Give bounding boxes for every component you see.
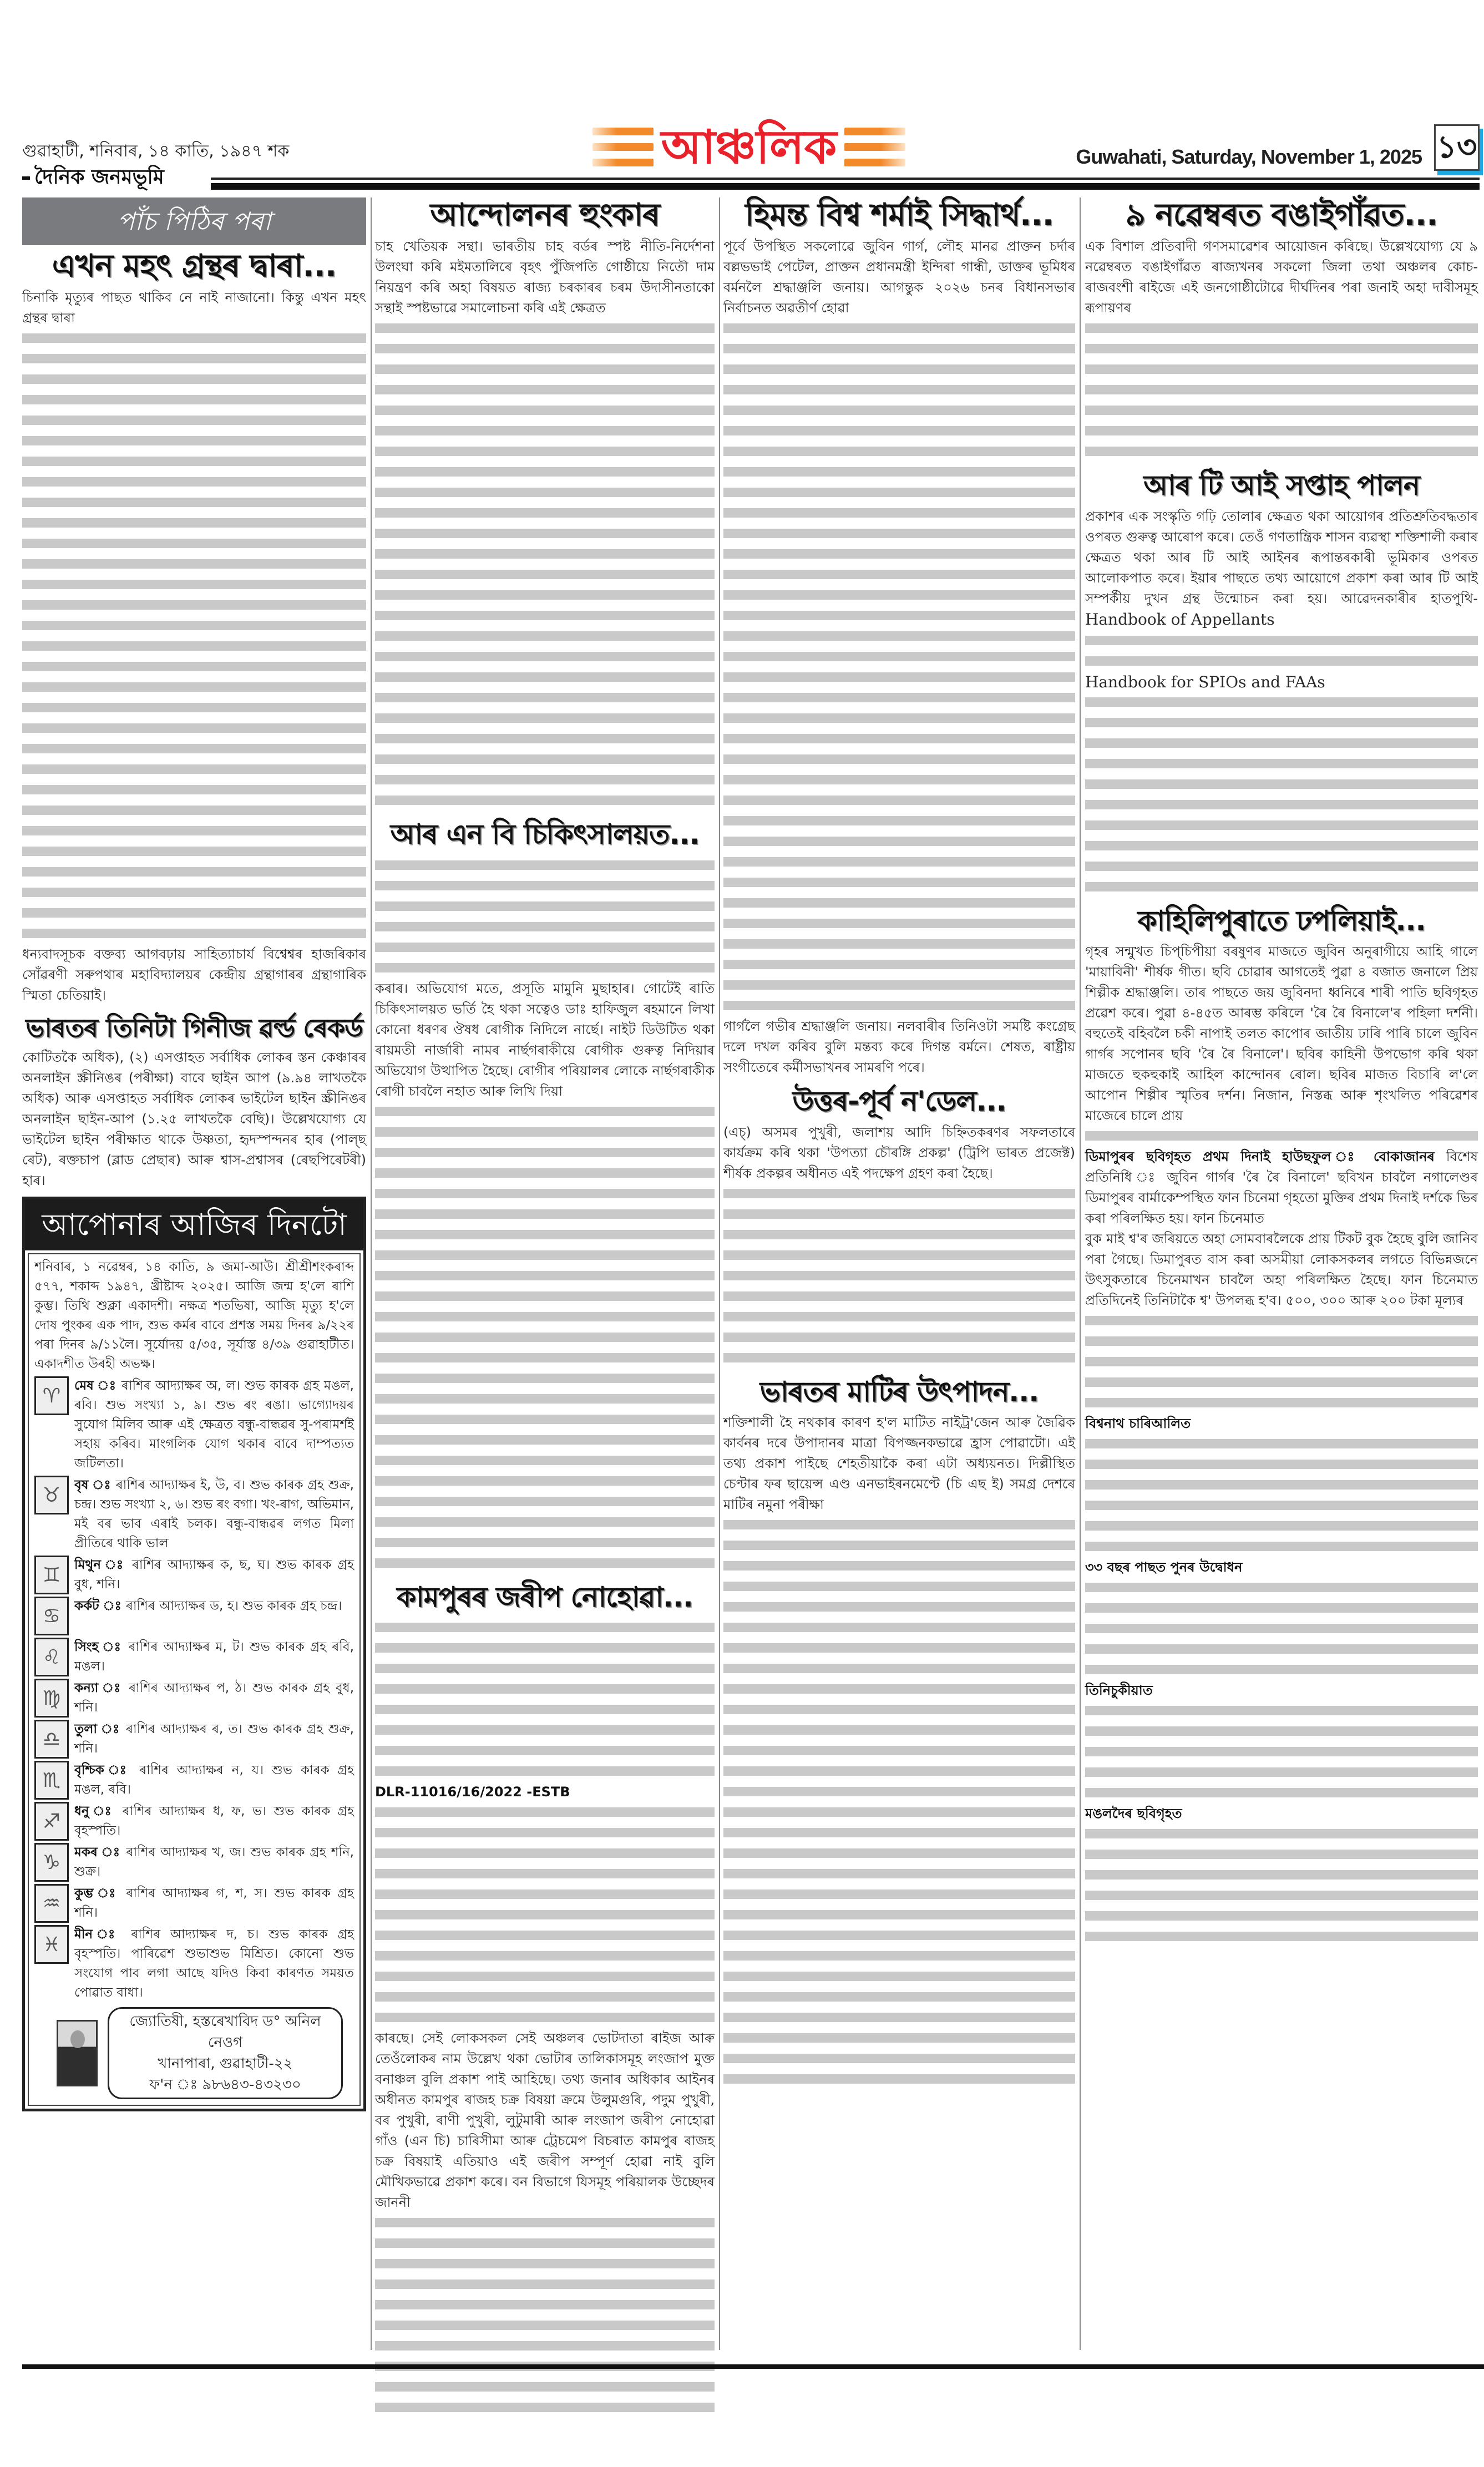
headline[interactable]: ৯ নৱেম্বৰত বঙাইগাঁৱত... [1125, 197, 1438, 233]
page-bottom-rule [22, 2364, 1484, 2369]
zodiac-text [74, 1884, 354, 1923]
virgo-icon: ♍ [34, 1679, 69, 1718]
article-body-text-block [1085, 631, 1478, 672]
zodiac-separator: ঃ [93, 1886, 126, 1901]
subhead: ৩৩ বছৰ পাছত পুনৰ উদ্বোধন [1085, 1559, 1243, 1576]
zodiac-forecast: ৰাশিৰ আদ্যাক্ষৰ প, ঠ। শুভ কাৰক গ্ৰহ বুধ, শনি। [74, 1681, 354, 1715]
zodiac-entry [34, 1761, 354, 1800]
article-body-text-block [375, 2213, 715, 2418]
article-great-book [22, 249, 366, 1006]
horoscope-box [22, 1197, 366, 2111]
zodiac-entry [34, 1925, 354, 2003]
article-rnb-hospital [375, 819, 715, 1574]
zodiac-entry [34, 1679, 354, 1718]
article-india-soil [723, 1376, 1075, 2090]
article-body: (এচ্‌) অসমৰ পুখুৰী, জলাশয় আদি চিহ্নিতকৰণৰ সফলতাৰে কাৰ্যক্ৰম কৰি থকা 'উপত্যা চৌৰঙ্গি প্ৰকল্প' (ট্ৰিপি ভাৰত প্ৰজেক্ট) শীৰ্ষক প্ৰকল্পৰ অধীনত এই পদক্ষেপ গ্ৰহণ কৰা হৈছে। [723, 1124, 1075, 1181]
zodiac-separator: ঃ [97, 1845, 126, 1860]
headline[interactable]: ভাৰতৰ তিনিটা গিনীজ ৱৰ্ল্ড ৰেকৰ্ড [26, 1013, 363, 1043]
article-kahilipara-movie [1085, 905, 1478, 1948]
zodiac-list [34, 1376, 354, 2003]
zodiac-entry [34, 1802, 354, 1841]
article-body-text-block [22, 328, 366, 944]
zodiac-name: মীন [74, 1927, 93, 1942]
zodiac-forecast: ৰাশিৰ আদ্যাক্ষৰ গ, শ, স। শুভ কাৰক গ্ৰহ শনি। [74, 1886, 354, 1921]
archer-icon: ♐ [34, 1802, 69, 1841]
article-body-text-block [1085, 318, 1478, 462]
article-body-text-block [1085, 1824, 1478, 1947]
zodiac-name: তুলা [74, 1722, 98, 1737]
zodiac-separator: ঃ [93, 1379, 121, 1394]
zodiac-name: মিথুন [74, 1558, 101, 1573]
headline[interactable]: আৰ এন বি চিকিৎসালয়ত... [390, 818, 700, 851]
paper-name: দৈনিক জনমভূমি [22, 165, 172, 190]
article-movement-warning [375, 197, 715, 811]
scorpion-icon: ♏ [34, 1761, 69, 1800]
astrologer-name: জ্যোতিষী, হস্তৰেখাবিদ ড° অনিল নেওগ [129, 2013, 321, 2051]
zodiac-text [74, 1761, 354, 1800]
article-body-text-block [1085, 692, 1478, 898]
article-closing: গাৰ্গলৈ গভীৰ শ্ৰদ্ধাঞ্জলি জনায়। নলবাৰীৰ তিনিওটা সমষ্টি কংগ্ৰেছ দলে দখল কৰিব বুলি মন্তব্য কৰে দিগন্ত বৰ্মনে। শেষত, ৰাষ্ট্ৰীয় সংগীতেৰে কৰ্মীসভাখনৰ সামৰণি পৰে। [723, 1019, 1075, 1076]
zodiac-forecast: ৰাশিৰ আদ্যাক্ষৰ ৰ, ত। শুভ কাৰক গ্ৰহ শুক্ৰ, শনি। [74, 1722, 354, 1756]
astrologer-credit [57, 2007, 354, 2099]
column-4 [1085, 197, 1478, 1947]
zodiac-text [74, 1597, 354, 1635]
logo-stripes-left-icon [592, 128, 654, 166]
article-guinness-records [22, 1014, 366, 1191]
scales-icon: ♎ [34, 1720, 69, 1759]
headline[interactable]: কামপুৰৰ জৰীপ নোহোৱা... [397, 1580, 693, 1613]
zodiac-name: কৰ্কট [74, 1599, 99, 1614]
zodiac-text [74, 1925, 354, 2003]
article-body-text-block [375, 1618, 715, 1782]
article-body-text-block [375, 318, 715, 811]
zodiac-text [74, 1679, 354, 1718]
article-body-text-block [1085, 1311, 1478, 1414]
column-divider [371, 197, 372, 2350]
astrologer-photo [57, 2020, 98, 2086]
zodiac-entry [34, 1720, 354, 1759]
zodiac-text [74, 1802, 354, 1841]
article-body-text-block [375, 855, 715, 979]
zodiac-entry [34, 1376, 354, 1473]
zodiac-separator: ঃ [104, 1763, 140, 1778]
continued-from-page-kicker: পাঁচ পিঠিৰ পৰা [22, 197, 366, 245]
headline[interactable]: হিমন্ত বিশ্ব শৰ্মাই সিদ্ধাৰ্থ... [745, 197, 1054, 233]
article-body: গৃহৰ সন্মুখত চিপ্‌চিপীয়া বৰষুণৰ মাজতে জুবিন অনুৰাগীয়ে আহি গালে 'মায়াবিনী' শীৰ্ষক গীত। ছবি চোৱাৰ আগতেই পুৱা ৪ বজাত জনালে প্ৰিয় শিল্পীক শ্ৰদ্ধাঞ্জলি। তাৰ পাছতে জয় জুবিনদা ধ্বনিৰে শাৰী পাতি ছবিগৃহত প্ৰৱেশ কৰে। পুৱা ৪-৪৫ত আৰম্ভ কৰিলে 'ৰৈ ৰৈ বিনালে'ৰ পহিলা দৰ্শনী। বহুতেই বহিবলৈ চকী নাপাই তলত কাপোৰ জাতীয় ঢাৰি পাৰি চালে জুবিন গাৰ্গৰ সপোনৰ ছবি 'ৰৈ ৰৈ বিনালে'। ছবিৰ কাহিনী উপভোগ কৰি থকা মাজতে হুকহুকাই আহিল কান্দোনৰ ৰোল। ছবিৰ মাজত বিচাৰি ল'লে আপোন শিল্পীৰ স্মৃতিৰ দৰ্শন। নিজান, নিস্তব্ধ আৰু শৃংখলিত পৰিৱেশৰ মাজেৰে চালে প্ৰায় [1085, 944, 1478, 1124]
horoscope-title: আপোনাৰ আজিৰ দিনটো [25, 1199, 363, 1250]
article-body-text-block [375, 1802, 715, 2028]
zodiac-separator: ঃ [98, 1640, 129, 1655]
zodiac-separator: ঃ [93, 1927, 131, 1942]
zodiac-name: বৃশ্চিক [74, 1763, 104, 1778]
article-body-text-block [1085, 1126, 1478, 1147]
article-body: কৰাৰ। অভিযোগ মতে, প্ৰসূতি মামুনি মুছাহাৰ। গোটেই ৰাতি চিকিৎসালয়ত ভৰ্তি হৈ থকা সত্বেও ডাঃ হাফিজুল ৰহমানে লিখা কোনো ধৰণৰ ঔষধ ৰোগীক নিদিলে নাৰ্ছে। নাইট ডিউটিত থকা ৰায়মতী নাৰ্জাৰী নামৰ নাৰ্ছগৰাকীয়ে ৰোগীক গুৰুত্ব নিদিয়াৰ অভিযোগ উত্থাপিত হৈছে। ৰোগীৰ পৰিয়ালৰ লোকে নাৰ্ছগৰাকীক ৰোগী চাবলৈ নহাত আৰু লিখি দিয়া [375, 980, 715, 1099]
column-divider [719, 197, 720, 2350]
zodiac-forecast: ৰাশিৰ আদ্যাক্ষৰ ড, হ। শুভ কাৰক গ্ৰহ চন্দ্ৰ। [125, 1599, 342, 1614]
article-body: প্ৰকাশৰ এক সংস্কৃতি গঢ়ি তোলাৰ ক্ষেত্ৰত থকা আয়োগৰ প্ৰতিশ্ৰুতিবদ্ধতাৰ ওপৰত গুৰুত্ব আৰোপ কৰে। তেওঁ গণতান্ত্ৰিক শাসন ব্যৱস্থা শক্তিশালী কৰাৰ ক্ষেত্ৰত থকা আৰ টি আই আইনৰ ৰূপান্তৰকাৰী ভূমিকাৰ ওপৰত আলোকপাত কৰে। ইয়াৰ পাছতে তথ্য আয়োগে প্ৰকাশ কৰা আৰ টি আই সম্পৰ্কীয় দুখন গ্ৰন্থ উন্মোচন কৰা হয়। আৱেদনকাৰীৰ হাতপুথি- Handbook of Appellants [1085, 508, 1478, 629]
article-kampur-survey [375, 1582, 715, 2419]
article-body: চাহ খেতিয়ক সন্থা। ভাৰতীয় চাহ বৰ্ডৰ স্পষ্ট নীতি-নিৰ্দেশনা উলংঘা কৰি মইমতালিৰে বৃহৎ পুঁজিপতি গোষ্ঠীয়ে নিতৌ দাম নিয়ন্ত্ৰণ কৰি অহা বিষয়ত ৰাজ্য চৰকাৰৰ চৰম উদাসীনতাকো সন্থাই স্পষ্টভাৱে সমালোচনা কৰি এই ক্ষেত্ৰত [375, 239, 715, 316]
zodiac-text [74, 1843, 354, 1882]
article-rti-week [1085, 470, 1478, 898]
fish-icon: ♓ [34, 1925, 69, 1964]
zodiac-text [74, 1476, 354, 1553]
headline[interactable]: এখন মহৎ গ্ৰন্থৰ দ্বাৰা... [52, 248, 337, 284]
article-body: এক বিশাল প্ৰতিবাদী গণসমাৱেশৰ আয়োজন কৰিছে। উল্লেখযোগ্য যে ৯ নৱেম্বৰত বঙাইগাঁৱত ৰাজ্যখনৰ সকলো জিলা তথা অঞ্চলৰ কোচ-ৰাজবংশী ৰাইজে এই জনগোষ্ঠীটোৱে দীৰ্ঘদিনৰ পৰা জনাই অহা দাবীসমূহ ৰূপায়ণৰ [1085, 239, 1478, 316]
article-body-text-block [375, 1102, 715, 1574]
masthead-rule-thick [211, 183, 1480, 190]
article-northeast-model [723, 1086, 1075, 1369]
article-himanta-siddharth [723, 197, 1075, 1078]
astrologer-address: খানাপাৰা, গুৱাহাটী-২২ [158, 2055, 293, 2073]
zodiac-name: কন্যা [74, 1681, 99, 1696]
zodiac-name: মেষ [74, 1379, 94, 1394]
page-number: ১৩ [1434, 124, 1480, 171]
zodiac-forecast: ৰাশিৰ আদ্যাক্ষৰ ন, য। শুভ কাৰক গ্ৰহ মঙল, ৰবি। [74, 1763, 354, 1797]
zodiac-forecast: ৰাশিৰ আদ্যাক্ষৰ ধ, ফ, ভ। শুভ কাৰক গ্ৰহ বৃহস্পতি। [74, 1804, 354, 1838]
article-lead: চিনাকি মৃত্যুৰ পাছত থাকিব নে নাই নাজানো। কিন্তু এখন মহৎ গ্ৰন্থৰ দ্বাৰা [22, 290, 366, 326]
zodiac-entry [34, 1556, 354, 1594]
zodiac-separator: ঃ [99, 1599, 126, 1614]
article-body: পূৰ্বে উপস্থিত সকলোৱে জুবিন গাৰ্গ, লৌহ মানৱ প্ৰাক্তন চৰ্দাৰ বল্লভভাই পেটেল, প্ৰাক্তন প্ৰধানমন্ত্ৰী ইন্দিৰা গান্ধী, ডাক্তৰ ভূমিধৰ বৰ্মনলৈ শ্ৰদ্ধাঞ্জলি জনায়। আগন্তুক ২০২৬ চনৰ বিধানসভাৰ নিৰ্বাচনত অৱতীৰ্ণ হোৱা [723, 239, 1075, 316]
ram-icon: ♈ [34, 1376, 69, 1415]
english-title: Handbook of Appellants [1085, 610, 1275, 629]
article-body: বুক মাই শ্ব'ৰ জৰিয়তে অহা সোমবাৰলৈকে প্ৰায় টিকট বুক হৈছে বুলি জানিব পৰা গৈছে। ডিমাপুৰত বাস কৰা অসমীয়া লোকসকলৰ লগতে বিভিন্নজনে উৎসুকতাৰে চিনেমাখন চাবলৈ অহা পৰিলক্ষিত হৈছে। ফান চিনেমাত প্ৰতিদিনেই তিনিটাকৈ শ্ব' উপলব্ধ হ'ব। ৫০০, ৩০০ আৰু ২০০ টকা মূল্যৰ [1085, 1231, 1478, 1309]
article-bongaigaon-rally [1085, 197, 1478, 462]
zodiac-separator: ঃ [89, 1804, 123, 1819]
date-assamese: গুৱাহাটী, শনিবাৰ, ১৪ কাতি, ১৯৪৭ শক [22, 141, 290, 161]
zodiac-forecast: ৰাশিৰ আদ্যাক্ষৰ ক, ছ, ঘ। শুভ কাৰক গ্ৰহ বুধ, শনি। [74, 1558, 354, 1592]
section-logo-text: আঞ্চলিক [661, 120, 837, 174]
subhead: তিনিচুকীয়াত [1085, 1683, 1153, 1699]
subhead: বিশ্বনাথ চাৰিআলিত [1085, 1416, 1191, 1432]
twins-icon: ♊ [34, 1556, 69, 1594]
column-divider [1080, 197, 1081, 2350]
headline[interactable]: আন্দোলনৰ হুংকাৰ [430, 197, 660, 233]
water-bearer-icon: ♒ [34, 1884, 69, 1923]
logo-stripes-right-icon [844, 128, 905, 166]
zodiac-text [74, 1556, 354, 1594]
almanac-intro: শনিবাৰ, ১ নৱেম্বৰ, ১৪ কাতি, ৯ জমা-আউ। শ্ৰীশ্ৰীশংকৰাব্দ ৫৭৭, শকাব্দ ১৯৪৭, খ্ৰীষ্টাব্দ ২০২৫। আজি জন্ম হ'লে ৰাশি কুম্ভ। তিথি শুক্লা একাদশী। নক্ষত্ৰ শতভিষা, আজি মৃত্যু হ'লে দোষ পুংকৰ এক পাদ, শুভ কৰ্মৰ বাবে প্ৰশস্ত সময় দিনৰ ৯/২২ৰ পৰা দিনৰ ৯/১১লৈ। সূৰ্যোদয় ৫/৩৫, সূৰ্যাস্ত ৪/৩৯ গুৱাহাটীত। একাদশীত উৰহী অভক্ষ। [34, 1260, 354, 1372]
zodiac-entry [34, 1843, 354, 1882]
zodiac-text [74, 1376, 354, 1473]
zodiac-text [74, 1720, 354, 1759]
article-body-text-block [723, 1515, 1075, 2090]
article-body: কোটিতকৈ অধিক), (২) এসপ্তাহত সৰ্বাধিক লোকৰ স্তন কেঞ্চাৰৰ অনলাইন স্ক্ৰীনিঙৰ (পৰীক্ষা) বাবে ছাইন আপ (৯.৯৪ লাখতকৈ অধিক) আৰু এসপ্তাহত সৰ্বাধিক লোকৰ ভাইটেল ছাইন স্ক্ৰীনিঙৰ অনলাইন ছাইন-আপ (১.২৫ লাখতকৈ বেছি)। উল্লেখযোগ্য যে ভাইটেল ছাইন পৰীক্ষাত থাকে উষ্ণতা, হৃদস্পন্দনৰ হাৰ (পাল্‌ছ ৰেট), ৰক্তচাপ (ব্লাড প্ৰেছাৰ) আৰু শ্বাস-প্ৰশ্বাসৰ (ৰেছপিৰেটৰী) হাৰ। [22, 1050, 366, 1189]
headline[interactable]: ভাৰতৰ মাটিৰ উৎপাদন... [759, 1375, 1039, 1408]
zodiac-forecast: ৰাশিৰ আদ্যাক্ষৰ দ, চ। শুভ কাৰক গ্ৰহ বৃহস্পতি। পাৰিৱেশ শুভাশুভ মিশ্ৰিত। কোনো শুভ সংযোগ পাব লগা আছে যদিও কিবা কাৰণত সময়ত পোৱাত বাধা। [74, 1927, 354, 2000]
article-closing: ধন্যবাদসূচক বক্তব্য আগবঢ়ায় সাহিত্যাচাৰ্য বিশ্বেশ্বৰ হাজৰিকাৰ সোঁৱৰণী সৰুপথাৰ মহাবিদ্যালয়ৰ কেন্দ্ৰীয় গ্ৰন্থাগাৰৰ গ্ৰন্থাগাৰিক স্মিতা চেতিয়াই। [22, 946, 366, 1004]
goat-icon: ♑ [34, 1843, 69, 1882]
headline[interactable]: আৰ টি আই সপ্তাহ পালন [1143, 469, 1420, 502]
zodiac-separator: ঃ [98, 1681, 129, 1696]
zodiac-separator: ঃ [97, 1722, 126, 1737]
subhead: ডিমাপুৰৰ ছবিগৃহত প্ৰথম দিনাই হাউছফুল ঃ বোকাজানৰ [1085, 1149, 1435, 1165]
article-body-text-block [1085, 1701, 1478, 1804]
article-body: শক্তিশালী হৈ নথকাৰ কাৰণ হ'ল মাটিত নাইট্ৰ'জেন আৰু জৈৱিক কাৰ্বনৰ দৰে উপাদানৰ মাত্ৰা বিপজ্জনকভাৱে হ্ৰাস পোৱাটো। এই তথ্য প্ৰকাশ পাইছে শেহতীয়াকৈ কৰা এটা অধ্যয়নত। দিল্লীস্থিত চেণ্টাৰ ফৰ ছায়েন্স এণ্ড এনভাইৰনমেণ্টে (চি এছ ই) সমগ্ৰ দেশৰে মাটিৰ নমুনা পৰীক্ষা [723, 1415, 1075, 1513]
article-subsection: ডিমাপুৰৰ ছবিগৃহত প্ৰথম দিনাই হাউছফুল ঃ বোকাজানৰ বিশেষ প্ৰতিনিধি ঃ জুবিন গাৰ্গৰ 'ৰৈ ৰৈ বিনালে' ছবিখন চাবলৈ নগালেণ্ডৰ ডিমাপুৰৰ বাৰ্মাকেম্পস্থিত ফান চিনেমা গৃহতো মুক্তিৰ প্ৰথম দিনাই দৰ্শকে ভিৰ কৰা পৰিলক্ষিত হয়। ফান চিনেমাত [1085, 1149, 1478, 1227]
zodiac-name: ধনু [74, 1804, 89, 1819]
column-3 [723, 197, 1075, 2090]
zodiac-name: মকৰ [74, 1845, 98, 1860]
masthead-rule-thin [211, 178, 1480, 180]
zodiac-entry [34, 1884, 354, 1923]
astrologer-phone: ফ'ন ঃ ৯৮৬৪৩-৪৩২৩০ [149, 2076, 301, 2094]
zodiac-entry [34, 1597, 354, 1635]
article-body-text-block [723, 1184, 1075, 1369]
case-reference: DLR-11016/16/2022 -ESTB [375, 1784, 570, 1800]
article-body-text-block [1085, 1578, 1478, 1680]
zodiac-forecast: ৰাশিৰ আদ্যাক্ষৰ অ, ল। শুভ কাৰক গ্ৰহ মঙল, ৰবি। শুভ সংখ্যা ১, ৯। শুভ ৰং ৰঙা। ভাগ্যোদয়ৰ সুযোগ মিলিব আৰু এই ক্ষেত্ৰত বন্ধু-বান্ধৱৰ সু-পৰামৰ্শই সহায় কৰিব। মাংগলিক যোগ থকাৰ বাবে দাম্পত্যত জটিলতা। [74, 1379, 354, 1471]
article-body-text-block [1085, 1434, 1478, 1557]
zodiac-name: সিংহ [74, 1640, 99, 1655]
zodiac-name: বৃষ [74, 1478, 89, 1493]
zodiac-entry [34, 1638, 354, 1676]
article-body-text-block [723, 318, 1075, 1016]
zodiac-separator: ঃ [100, 1558, 132, 1573]
zodiac-forecast: ৰাশিৰ আদ্যাক্ষৰ খ, জ। শুভ কাৰক গ্ৰহ শনি, শুক্ৰ। [74, 1845, 354, 1880]
crab-icon: ♋ [34, 1597, 69, 1635]
horoscope-content [28, 1253, 361, 2106]
section-logo [555, 119, 943, 175]
column-1 [22, 197, 366, 2111]
bull-icon: ♉ [34, 1476, 69, 1514]
headline[interactable]: কাহিলিপুৰাতে ঢপলিয়াই... [1137, 904, 1426, 937]
headline[interactable]: উত্তৰ-পূৰ্ব ন'ডেল... [792, 1085, 1006, 1118]
astrologer-card [108, 2007, 343, 2099]
date-english: Guwahati, Saturday, November 1, 2025 [1076, 145, 1422, 168]
zodiac-text [74, 1638, 354, 1676]
article-body: কাৰছে। সেই লোকসকল সেই অঞ্চলৰ ভোটদাতা ৰাইজ আৰু তেওঁলোকৰ নাম উল্লেখ থকা ভোটাৰ তালিকাসমূহ লংজাপ মুক্ত বনাঞ্চল বুলি প্ৰকাশ পাই আহিছে। তথ্য জনাৰ অধিকাৰ আইনৰ অধীনত কামপুৰ ৰাজহ চক্ৰ বিষয়া ক্ৰমে উলুমগুৰি, পদুম পুখুৰী, বৰ পুখুৰী, ৰাণী পুখুৰী, লুটুমাৰী আৰু লংজাপ জৰীপ নোহোৱা গাঁও (এন চি) চাৰিসীমা আৰু ট্ৰেচমেপ বিচৰাত কামপুৰ ৰাজহ চক্ৰ বিষয়াই এতিয়াও এই জৰীপ সম্পূৰ্ণ হোৱা নাই বুলি মৌখিকভাৱে প্ৰকাশ কৰে। বন বিভাগে যিসমূহ পৰিয়ালক উচ্ছেদৰ জাননী [375, 2030, 715, 2211]
masthead [0, 0, 1484, 189]
zodiac-forecast: ৰাশিৰ আদ্যাক্ষৰ ম, ট। শুভ কাৰক গ্ৰহ ৰবি, মঙল। [74, 1640, 354, 1674]
column-2 [375, 197, 715, 2418]
zodiac-name: কুম্ভ [74, 1886, 94, 1901]
english-title: Handbook for SPIOs and FAAs [1085, 672, 1325, 691]
zodiac-entry [34, 1476, 354, 1553]
lion-icon: ♌ [34, 1638, 69, 1676]
zodiac-separator: ঃ [88, 1478, 116, 1493]
subhead: মঙলদৈৰ ছবিগৃহত [1085, 1806, 1182, 1822]
zodiac-forecast: ৰাশিৰ আদ্যাক্ষৰ ই, উ, ব। শুভ কাৰক গ্ৰহ শুক্ৰ, চন্দ্ৰ। শুভ সংখ্যা ২, ৬। শুভ ৰং বগা। খং-ৰাগ, অভিমান, মই বৰ ভাব এৰাই চলক। বন্ধু-বান্ধৱৰ লগত মিলা প্ৰীতিৰে থাকি ভাল [74, 1478, 354, 1551]
